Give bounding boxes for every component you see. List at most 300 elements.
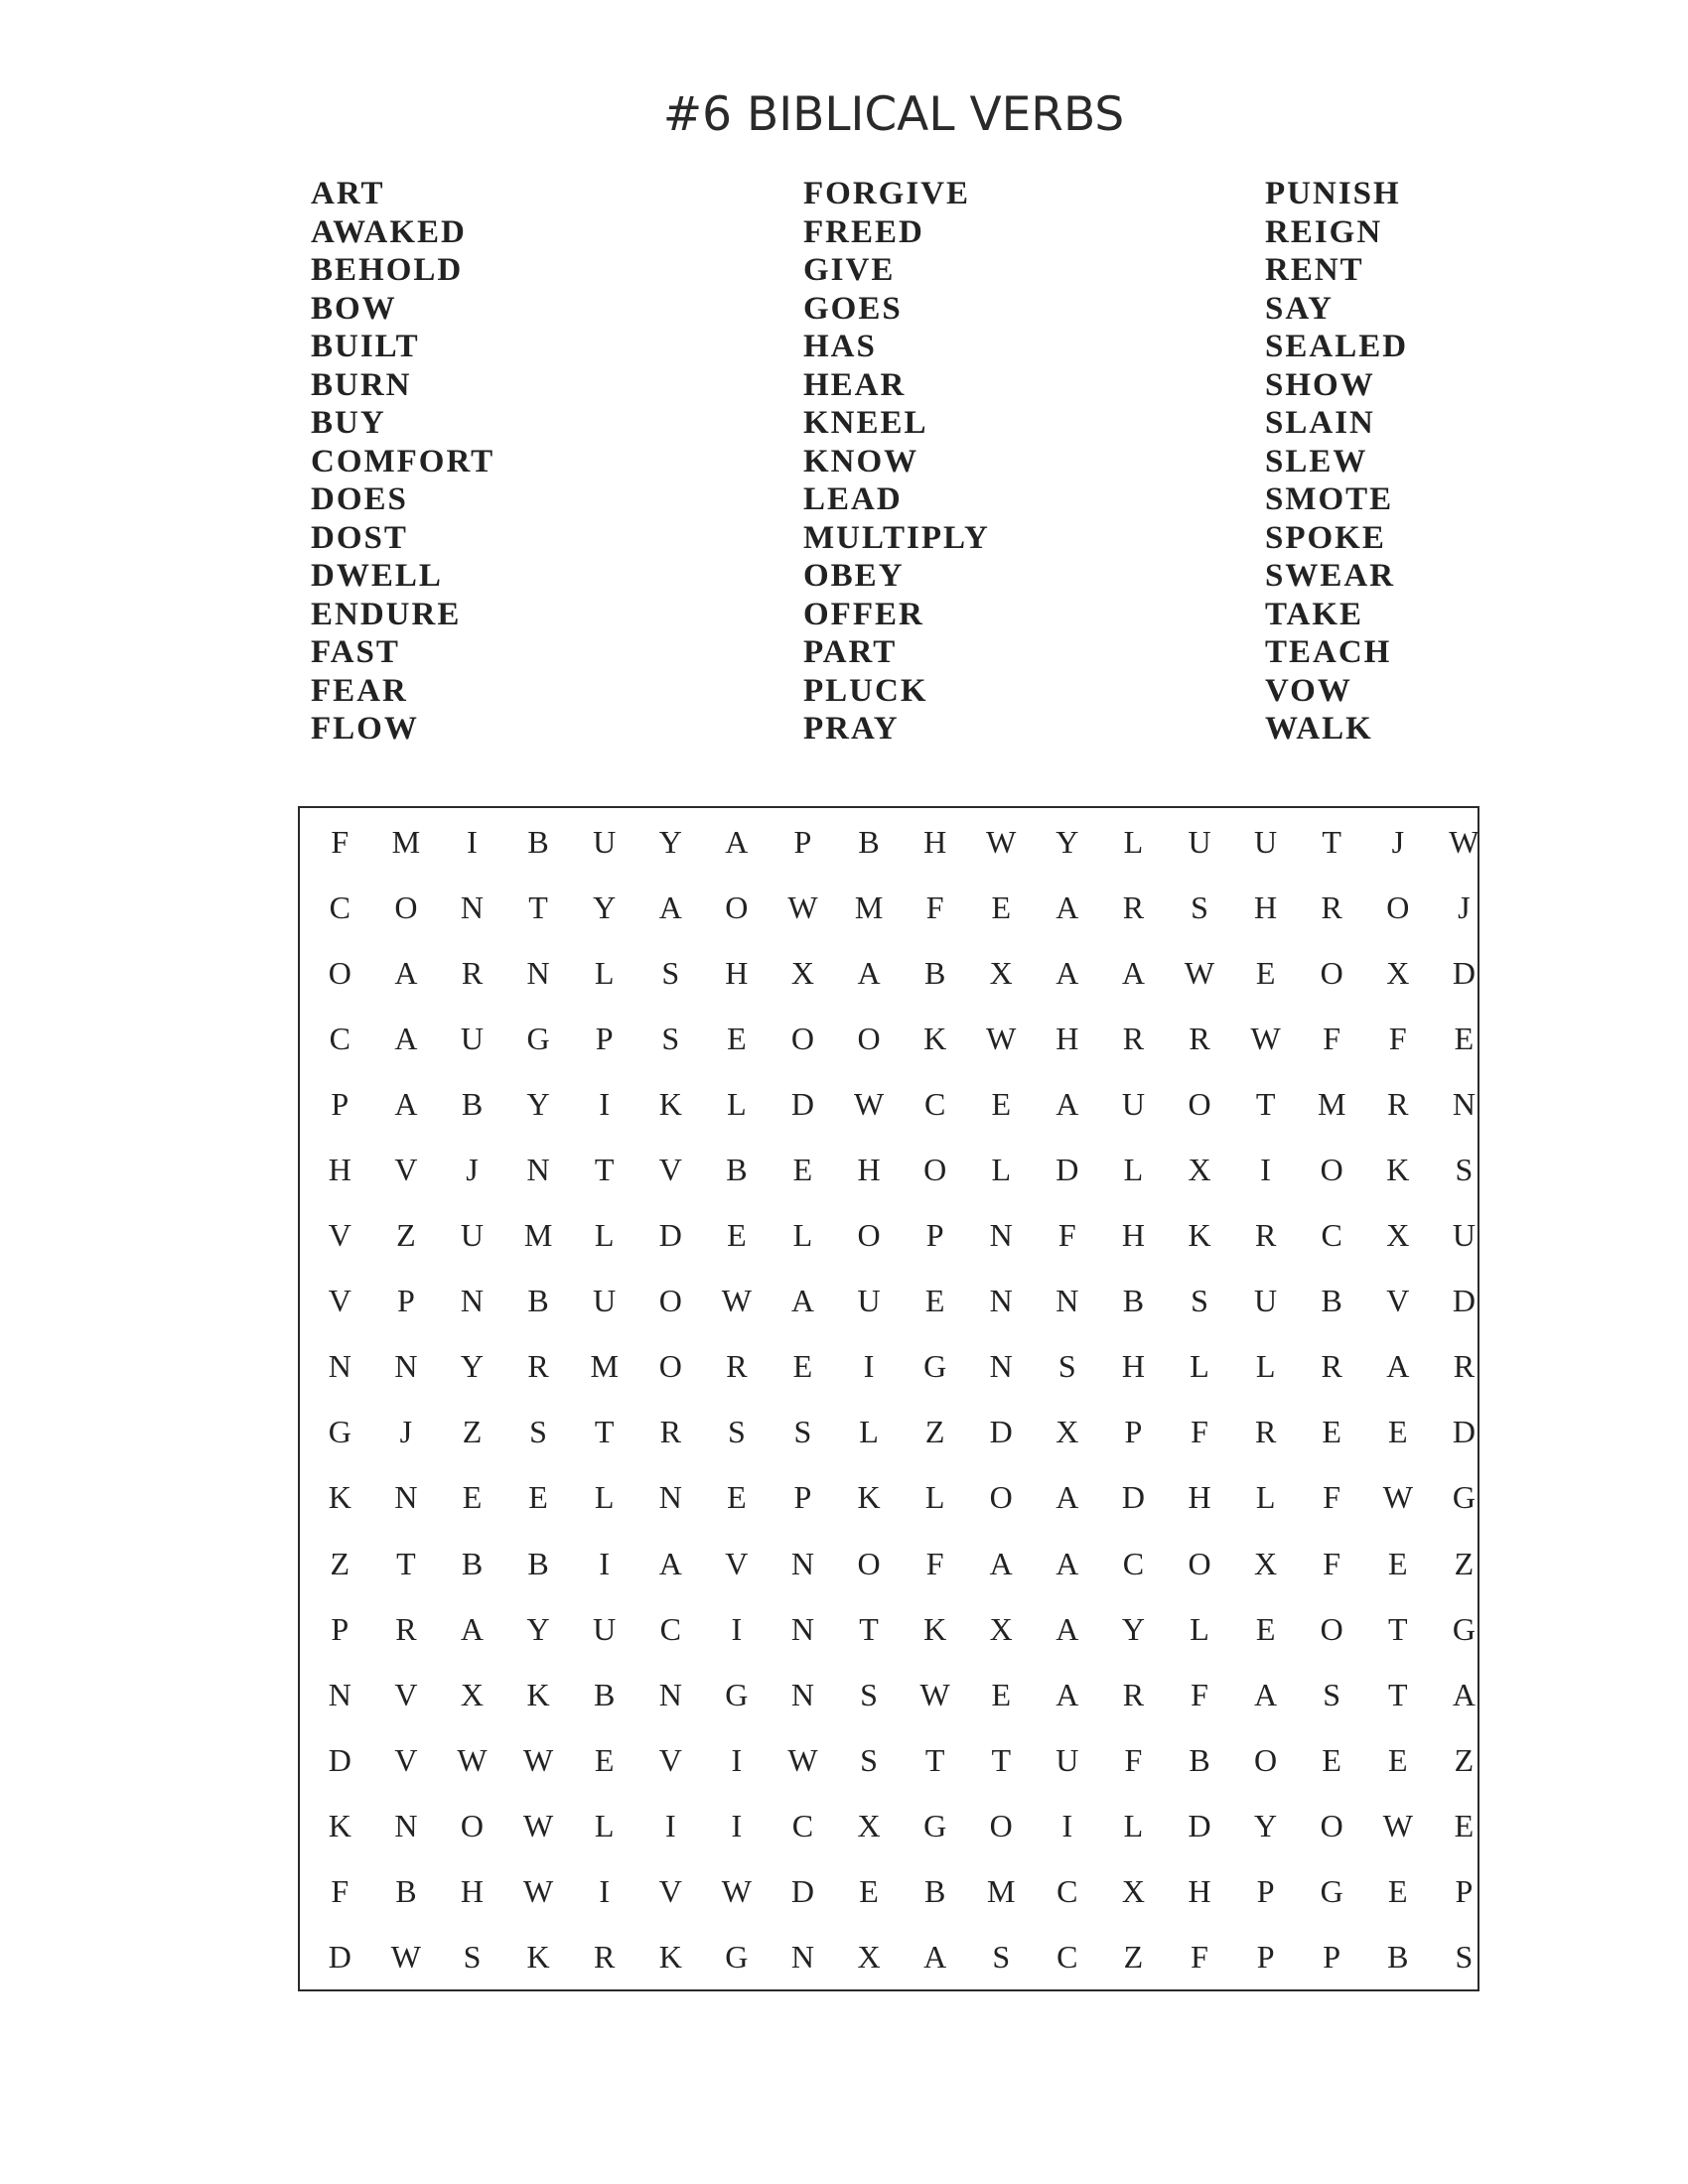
grid-letter[interactable]: U (593, 1283, 617, 1319)
grid-letter[interactable]: U (460, 1217, 485, 1254)
grid-letter[interactable]: Y (1121, 1610, 1145, 1647)
grid-letter[interactable]: U (1254, 823, 1278, 860)
grid-letter[interactable]: U (593, 823, 617, 860)
grid-letter[interactable]: P (1124, 1414, 1143, 1450)
grid-letter[interactable]: R (594, 1939, 616, 1976)
grid-letter[interactable]: L (727, 1085, 747, 1122)
grid-letter[interactable]: I (664, 1807, 676, 1843)
grid-letter[interactable]: V (394, 1152, 418, 1188)
grid-letter[interactable]: O (1320, 1152, 1343, 1188)
grid-letter[interactable]: L (594, 1217, 615, 1254)
grid-letter[interactable]: U (857, 1283, 881, 1319)
grid-letter[interactable]: K (526, 1676, 550, 1712)
grid-letter[interactable]: L (1123, 1807, 1144, 1843)
grid-letter[interactable]: L (1255, 1348, 1276, 1385)
grid-letter[interactable]: O (857, 1545, 881, 1581)
grid-letter[interactable]: A (394, 1020, 418, 1056)
grid-letter[interactable]: B (461, 1545, 484, 1581)
grid-letter[interactable]: L (792, 1217, 813, 1254)
grid-letter[interactable]: E (859, 1873, 879, 1910)
grid-letter[interactable]: R (1122, 1676, 1145, 1712)
grid-letter[interactable]: Y (460, 1348, 485, 1385)
grid-letter[interactable]: X (857, 1807, 881, 1843)
grid-letter[interactable]: F (1057, 1217, 1076, 1254)
grid-letter[interactable]: H (1254, 888, 1278, 925)
grid-letter[interactable]: W (457, 1741, 488, 1778)
grid-letter[interactable]: Y (1254, 1807, 1278, 1843)
grid-letter[interactable]: R (1254, 1414, 1277, 1450)
grid-letter[interactable]: C (329, 1020, 351, 1056)
grid-letter[interactable]: O (1188, 1545, 1211, 1581)
grid-letter[interactable]: H (1121, 1217, 1145, 1254)
grid-letter[interactable]: A (394, 1085, 418, 1122)
grid-letter[interactable]: O (1320, 1610, 1343, 1647)
grid-letter[interactable]: P (595, 1020, 614, 1056)
grid-letter[interactable]: D (328, 1741, 352, 1778)
grid-letter[interactable]: X (857, 1939, 881, 1976)
grid-letter[interactable]: N (460, 1283, 485, 1319)
grid-letter[interactable]: X (989, 954, 1013, 991)
grid-letter[interactable]: O (1188, 1085, 1211, 1122)
grid-letter[interactable]: A (790, 1283, 814, 1319)
grid-letter[interactable]: W (390, 1939, 421, 1976)
grid-letter[interactable]: I (731, 1741, 743, 1778)
grid-letter[interactable]: J (1391, 823, 1405, 860)
grid-letter[interactable]: W (522, 1807, 554, 1843)
grid-letter[interactable]: X (1254, 1545, 1278, 1581)
grid-letter[interactable]: Z (396, 1217, 416, 1254)
grid-letter[interactable]: B (527, 823, 549, 860)
grid-letter[interactable]: N (989, 1217, 1013, 1254)
grid-letter[interactable]: E (1322, 1414, 1341, 1450)
grid-letter[interactable]: C (923, 1085, 946, 1122)
grid-letter[interactable]: N (394, 1348, 418, 1385)
grid-letter[interactable]: A (857, 954, 881, 991)
grid-letter[interactable]: K (857, 1479, 881, 1516)
grid-letter[interactable]: B (923, 1873, 946, 1910)
grid-letter[interactable]: H (923, 823, 947, 860)
grid-letter[interactable]: G (725, 1676, 749, 1712)
grid-letter[interactable]: S (529, 1414, 547, 1450)
grid-letter[interactable]: O (1320, 954, 1343, 991)
grid-letter[interactable]: T (1255, 1085, 1276, 1122)
grid-letter[interactable]: A (1055, 1085, 1079, 1122)
grid-letter[interactable]: A (989, 1545, 1013, 1581)
grid-letter[interactable]: X (1055, 1414, 1079, 1450)
grid-letter[interactable]: O (725, 888, 749, 925)
grid-letter[interactable]: D (328, 1939, 352, 1976)
grid-letter[interactable]: A (725, 823, 749, 860)
grid-letter[interactable]: S (860, 1741, 878, 1778)
grid-letter[interactable]: K (526, 1939, 550, 1976)
grid-letter[interactable]: S (793, 1414, 812, 1450)
grid-letter[interactable]: B (858, 823, 880, 860)
grid-letter[interactable]: R (1189, 1020, 1210, 1056)
grid-letter[interactable]: S (661, 954, 680, 991)
grid-letter[interactable]: E (1255, 1610, 1276, 1647)
grid-letter[interactable]: T (859, 1610, 879, 1647)
grid-letter[interactable]: T (1388, 1676, 1408, 1712)
grid-letter[interactable]: E (991, 1676, 1011, 1712)
grid-letter[interactable]: W (1382, 1479, 1413, 1516)
grid-letter[interactable]: A (923, 1939, 947, 1976)
grid-letter[interactable]: T (991, 1741, 1011, 1778)
grid-letter[interactable]: R (1453, 1348, 1476, 1385)
grid-letter[interactable]: A (1386, 1348, 1410, 1385)
grid-letter[interactable]: B (461, 1085, 484, 1122)
grid-letter[interactable]: E (1388, 1414, 1408, 1450)
grid-letter[interactable]: I (599, 1545, 610, 1581)
grid-letter[interactable]: O (394, 888, 418, 925)
grid-letter[interactable]: O (923, 1152, 947, 1188)
grid-letter[interactable]: X (1121, 1873, 1145, 1910)
grid-letter[interactable]: A (658, 888, 682, 925)
grid-letter[interactable]: N (394, 1479, 418, 1516)
grid-letter[interactable]: Y (526, 1085, 550, 1122)
grid-letter[interactable]: U (460, 1020, 485, 1056)
grid-letter[interactable]: E (1388, 1873, 1408, 1910)
grid-letter[interactable]: M (987, 1873, 1016, 1910)
grid-letter[interactable]: V (1386, 1283, 1410, 1319)
grid-letter[interactable]: G (923, 1807, 947, 1843)
grid-letter[interactable]: E (727, 1020, 747, 1056)
grid-letter[interactable]: T (1322, 823, 1341, 860)
grid-letter[interactable]: W (1250, 1020, 1281, 1056)
grid-letter[interactable]: A (1254, 1676, 1278, 1712)
grid-letter[interactable]: C (659, 1610, 681, 1647)
grid-letter[interactable]: L (924, 1479, 945, 1516)
grid-letter[interactable]: R (726, 1348, 748, 1385)
grid-letter[interactable]: N (790, 1545, 814, 1581)
grid-letter[interactable]: L (1255, 1479, 1276, 1516)
grid-letter[interactable]: D (1452, 1283, 1476, 1319)
grid-letter[interactable]: G (1320, 1873, 1343, 1910)
grid-letter[interactable]: N (1055, 1283, 1079, 1319)
grid-letter[interactable]: Z (924, 1414, 945, 1450)
grid-letter[interactable]: S (1323, 1676, 1341, 1712)
grid-letter[interactable]: V (328, 1217, 352, 1254)
grid-letter[interactable]: Z (462, 1414, 483, 1450)
grid-letter[interactable]: U (1121, 1085, 1145, 1122)
grid-letter[interactable]: N (790, 1939, 814, 1976)
grid-letter[interactable]: A (1055, 954, 1079, 991)
grid-letter[interactable]: M (590, 1348, 619, 1385)
grid-letter[interactable]: F (1191, 1939, 1208, 1976)
grid-letter[interactable]: F (331, 823, 350, 860)
grid-letter[interactable]: N (658, 1676, 682, 1712)
grid-letter[interactable]: U (1188, 823, 1211, 860)
grid-letter[interactable]: F (1191, 1676, 1208, 1712)
grid-letter[interactable]: F (925, 888, 944, 925)
grid-letter[interactable]: T (528, 888, 548, 925)
grid-letter[interactable]: S (727, 1414, 746, 1450)
grid-letter[interactable]: H (1121, 1348, 1145, 1385)
grid-letter[interactable]: N (1452, 1085, 1476, 1122)
grid-letter[interactable]: H (857, 1152, 881, 1188)
grid-letter[interactable]: F (1124, 1741, 1143, 1778)
grid-letter[interactable]: E (1388, 1741, 1408, 1778)
grid-letter[interactable]: J (399, 1414, 413, 1450)
grid-letter[interactable]: L (1190, 1348, 1209, 1385)
grid-letter[interactable]: W (522, 1741, 554, 1778)
grid-letter[interactable]: P (1323, 1939, 1341, 1976)
grid-letter[interactable]: B (594, 1676, 616, 1712)
grid-letter[interactable]: I (1260, 1152, 1271, 1188)
grid-letter[interactable]: E (991, 1085, 1011, 1122)
grid-letter[interactable]: I (731, 1807, 743, 1843)
grid-letter[interactable]: M (523, 1217, 553, 1254)
grid-letter[interactable]: A (1055, 1610, 1079, 1647)
grid-letter[interactable]: M (391, 823, 421, 860)
grid-letter[interactable]: E (792, 1152, 813, 1188)
grid-letter[interactable]: R (1387, 1085, 1409, 1122)
grid-letter[interactable]: D (790, 1873, 814, 1910)
grid-letter[interactable]: B (1189, 1741, 1210, 1778)
grid-letter[interactable]: R (659, 1414, 681, 1450)
grid-letter[interactable]: P (793, 1479, 812, 1516)
grid-letter[interactable]: Z (1123, 1939, 1144, 1976)
grid-letter[interactable]: A (1055, 1676, 1079, 1712)
grid-letter[interactable]: W (919, 1676, 950, 1712)
grid-letter[interactable]: C (791, 1807, 814, 1843)
grid-letter[interactable]: R (1321, 888, 1342, 925)
grid-letter[interactable]: D (790, 1085, 814, 1122)
grid-letter[interactable]: J (466, 1152, 479, 1188)
grid-letter[interactable]: D (1121, 1479, 1145, 1516)
grid-letter[interactable]: W (853, 1085, 885, 1122)
grid-letter[interactable]: C (1321, 1217, 1342, 1254)
grid-letter[interactable]: R (395, 1610, 417, 1647)
grid-letter[interactable]: F (1323, 1020, 1341, 1056)
grid-letter[interactable]: Y (593, 888, 617, 925)
grid-letter[interactable]: G (1452, 1610, 1476, 1647)
grid-letter[interactable]: C (329, 888, 351, 925)
grid-letter[interactable]: E (594, 1741, 615, 1778)
grid-letter[interactable]: U (593, 1610, 617, 1647)
grid-letter[interactable]: D (1452, 954, 1476, 991)
grid-letter[interactable]: W (787, 888, 818, 925)
grid-letter[interactable]: E (1255, 954, 1276, 991)
grid-letter[interactable]: M (1317, 1085, 1346, 1122)
grid-letter[interactable]: J (1458, 888, 1471, 925)
grid-letter[interactable]: T (594, 1414, 615, 1450)
grid-letter[interactable]: D (658, 1217, 682, 1254)
grid-letter[interactable]: D (989, 1414, 1013, 1450)
grid-letter[interactable]: A (460, 1610, 485, 1647)
grid-letter[interactable]: P (396, 1283, 415, 1319)
grid-letter[interactable]: W (1382, 1807, 1413, 1843)
grid-letter[interactable]: L (594, 1479, 615, 1516)
grid-letter[interactable]: S (860, 1676, 878, 1712)
grid-letter[interactable]: P (1256, 1939, 1275, 1976)
grid-letter[interactable]: S (1191, 1283, 1208, 1319)
grid-letter[interactable]: L (1123, 823, 1144, 860)
grid-letter[interactable]: N (658, 1479, 682, 1516)
grid-letter[interactable]: T (924, 1741, 945, 1778)
grid-letter[interactable]: V (394, 1676, 418, 1712)
grid-letter[interactable]: N (526, 954, 550, 991)
grid-letter[interactable]: B (527, 1545, 549, 1581)
grid-letter[interactable]: W (787, 1741, 818, 1778)
grid-letter[interactable]: U (1452, 1217, 1476, 1254)
grid-letter[interactable]: N (394, 1807, 418, 1843)
grid-letter[interactable]: R (1321, 1348, 1342, 1385)
grid-letter[interactable]: G (725, 1939, 749, 1976)
grid-letter[interactable]: V (658, 1152, 682, 1188)
grid-letter[interactable]: W (721, 1283, 752, 1319)
grid-letter[interactable]: I (863, 1348, 875, 1385)
grid-letter[interactable]: D (1188, 1807, 1211, 1843)
grid-letter[interactable]: W (1184, 954, 1215, 991)
grid-letter[interactable]: L (1190, 1610, 1209, 1647)
grid-letter[interactable]: K (1188, 1217, 1211, 1254)
grid-letter[interactable]: S (463, 1939, 482, 1976)
grid-letter[interactable]: O (328, 954, 352, 991)
grid-letter[interactable]: R (1122, 1020, 1145, 1056)
grid-letter[interactable]: L (991, 1152, 1011, 1188)
grid-letter[interactable]: P (331, 1085, 350, 1122)
grid-letter[interactable]: A (1452, 1676, 1476, 1712)
grid-letter[interactable]: C (1122, 1545, 1145, 1581)
grid-letter[interactable]: P (1455, 1873, 1474, 1910)
grid-letter[interactable]: C (1056, 1873, 1078, 1910)
grid-letter[interactable]: B (1387, 1939, 1409, 1976)
grid-letter[interactable]: A (1121, 954, 1145, 991)
grid-letter[interactable]: T (1388, 1610, 1408, 1647)
grid-letter[interactable]: F (1323, 1479, 1341, 1516)
grid-letter[interactable]: K (923, 1610, 947, 1647)
grid-letter[interactable]: A (658, 1545, 682, 1581)
grid-letter[interactable]: Z (330, 1545, 351, 1581)
grid-letter[interactable]: O (989, 1479, 1013, 1516)
grid-letter[interactable]: H (725, 954, 749, 991)
grid-letter[interactable]: R (461, 954, 484, 991)
grid-letter[interactable]: K (1386, 1152, 1410, 1188)
grid-letter[interactable]: B (395, 1873, 417, 1910)
grid-letter[interactable]: K (328, 1479, 352, 1516)
grid-letter[interactable]: X (1188, 1152, 1211, 1188)
grid-letter[interactable]: B (527, 1283, 549, 1319)
grid-letter[interactable]: M (854, 888, 884, 925)
grid-letter[interactable]: W (986, 823, 1017, 860)
grid-letter[interactable]: G (923, 1348, 947, 1385)
grid-letter[interactable]: G (1452, 1479, 1476, 1516)
grid-letter[interactable]: O (460, 1807, 485, 1843)
grid-letter[interactable]: S (1455, 1152, 1474, 1188)
grid-letter[interactable]: G (328, 1414, 352, 1450)
grid-letter[interactable]: W (1449, 823, 1479, 860)
grid-letter[interactable]: N (460, 888, 485, 925)
grid-letter[interactable]: C (1056, 1939, 1078, 1976)
grid-letter[interactable]: S (992, 1939, 1011, 1976)
grid-letter[interactable]: K (658, 1939, 682, 1976)
grid-letter[interactable]: I (599, 1873, 610, 1910)
grid-letter[interactable]: P (1256, 1873, 1275, 1910)
grid-letter[interactable]: F (331, 1873, 350, 1910)
grid-letter[interactable]: N (790, 1676, 814, 1712)
grid-letter[interactable]: N (328, 1676, 352, 1712)
grid-letter[interactable]: X (1386, 1217, 1410, 1254)
grid-letter[interactable]: R (527, 1348, 549, 1385)
grid-letter[interactable]: X (989, 1610, 1013, 1647)
grid-letter[interactable]: S (1057, 1348, 1076, 1385)
grid-letter[interactable]: F (1323, 1545, 1341, 1581)
grid-letter[interactable]: E (991, 888, 1011, 925)
grid-letter[interactable]: K (923, 1020, 947, 1056)
grid-letter[interactable]: E (462, 1479, 483, 1516)
grid-letter[interactable]: V (658, 1873, 682, 1910)
grid-letter[interactable]: L (1123, 1152, 1144, 1188)
grid-letter[interactable]: H (460, 1873, 485, 1910)
grid-letter[interactable]: I (1061, 1807, 1073, 1843)
grid-letter[interactable]: K (328, 1807, 352, 1843)
grid-letter[interactable]: O (1254, 1741, 1278, 1778)
grid-letter[interactable]: H (328, 1152, 352, 1188)
grid-letter[interactable]: E (727, 1217, 747, 1254)
grid-letter[interactable]: U (1055, 1741, 1079, 1778)
grid-letter[interactable]: D (1452, 1414, 1476, 1450)
grid-letter[interactable]: R (1254, 1217, 1277, 1254)
grid-letter[interactable]: E (1322, 1741, 1341, 1778)
grid-letter[interactable]: F (1388, 1020, 1407, 1056)
grid-letter[interactable]: E (1388, 1545, 1408, 1581)
grid-letter[interactable]: H (1188, 1479, 1211, 1516)
grid-letter[interactable]: Y (658, 823, 682, 860)
grid-letter[interactable]: L (594, 954, 615, 991)
grid-letter[interactable]: E (1454, 1020, 1475, 1056)
grid-letter[interactable]: N (989, 1348, 1013, 1385)
grid-letter[interactable]: X (460, 1676, 485, 1712)
grid-letter[interactable]: E (727, 1479, 747, 1516)
grid-letter[interactable]: Y (1055, 823, 1079, 860)
grid-letter[interactable]: P (793, 823, 812, 860)
grid-letter[interactable]: G (526, 1020, 550, 1056)
grid-letter[interactable]: O (1386, 888, 1410, 925)
grid-letter[interactable]: B (726, 1152, 748, 1188)
grid-letter[interactable]: K (658, 1085, 682, 1122)
grid-letter[interactable]: I (731, 1610, 743, 1647)
grid-letter[interactable]: N (526, 1152, 550, 1188)
grid-letter[interactable]: T (396, 1545, 416, 1581)
grid-letter[interactable]: X (790, 954, 814, 991)
grid-letter[interactable]: R (1122, 888, 1145, 925)
grid-letter[interactable]: S (1455, 1939, 1474, 1976)
grid-letter[interactable]: N (328, 1348, 352, 1385)
grid-letter[interactable]: E (792, 1348, 813, 1385)
grid-letter[interactable]: Z (1454, 1741, 1475, 1778)
grid-letter[interactable]: P (925, 1217, 944, 1254)
grid-letter[interactable]: A (394, 954, 418, 991)
grid-letter[interactable]: A (1055, 1545, 1079, 1581)
grid-letter[interactable]: O (658, 1283, 682, 1319)
grid-letter[interactable]: E (924, 1283, 945, 1319)
grid-letter[interactable]: B (1122, 1283, 1145, 1319)
grid-letter[interactable]: B (923, 954, 946, 991)
grid-letter[interactable]: W (721, 1873, 752, 1910)
grid-letter[interactable]: F (925, 1545, 944, 1581)
grid-letter[interactable]: P (331, 1610, 350, 1647)
grid-letter[interactable]: O (857, 1020, 881, 1056)
grid-letter[interactable]: A (1055, 888, 1079, 925)
grid-letter[interactable]: O (989, 1807, 1013, 1843)
grid-letter[interactable]: W (522, 1873, 554, 1910)
grid-letter[interactable]: I (467, 823, 478, 860)
grid-letter[interactable]: L (859, 1414, 879, 1450)
grid-letter[interactable]: V (658, 1741, 682, 1778)
grid-letter[interactable]: B (1321, 1283, 1342, 1319)
grid-letter[interactable]: O (1320, 1807, 1343, 1843)
grid-letter[interactable]: S (1191, 888, 1208, 925)
